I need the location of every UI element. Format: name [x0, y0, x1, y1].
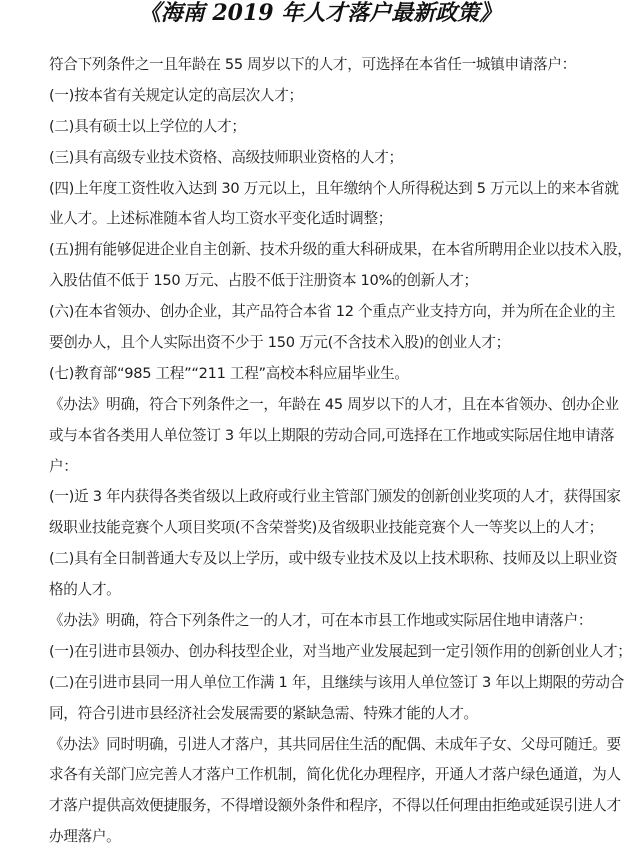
condition-item-7: (七)教育部“985 工程”“211 工程”高校本科应届毕业生。: [49, 364, 409, 382]
condition-item-4: (四)上年度工资性收入达到 30 万元以上，且年缴纳个人所得税达到 5 万元以上的来本省就: [49, 179, 619, 197]
section2-item-2-cont: 格的人才。: [49, 581, 121, 599]
closing-paragraph-cont: 办理落户。: [49, 828, 121, 846]
measures-paragraph-2-cont: 户：: [49, 457, 78, 475]
document-title: 《海南 2019 年人才落户最新政策》: [138, 0, 502, 26]
condition-item-4-cont: 业人才。上述标准随本省人均工资水平变化适时调整；: [49, 210, 393, 228]
measures-paragraph-2: 《办法》明确，符合下列条件之一，年龄在 45 周岁以下的人才，且在本省领办、创办企业: [49, 395, 619, 413]
intro-paragraph-line: 符合下列条件之一且年龄在 55 周岁以下的人才，可选择在本省任一城镇申请落户：: [49, 56, 576, 73]
closing-paragraph: 《办法》同时明确，引进人才落户，其共同居住生活的配偶、未成年子女、父母可随迁。要: [49, 735, 621, 753]
section2-item-1: (一)近 3 年内获得各类省级以上政府或行业主管部门颁发的创新创业奖项的人才，获得国家: [49, 488, 621, 506]
closing-paragraph-cont: 求各有关部门应完善人才落户工作机制，简化优化办理程序，开通人才落户绿色通道，为人: [49, 766, 621, 784]
section3-item-2-cont: 同，符合引进市县经济社会发展需要的紧缺急需、特殊才能的人才。: [49, 704, 478, 722]
condition-item-5-cont: 入股估值不低于 150 万元、占股不低于注册资本 10%的创新人才；: [49, 272, 478, 290]
section3-item-2: (二)在引进市县同一用人单位工作满 1 年，且继续与该用人单位签订 3 年以上期限的劳动合: [49, 673, 624, 691]
closing-paragraph-cont: 才落户提供高效便捷服务，不得增设额外条件和程序，不得以任何理由拒绝或延误引进人才: [49, 797, 621, 815]
measures-paragraph-3: 《办法》明确，符合下列条件之一的人才，可在本市县工作地或实际居住地申请落户：: [49, 612, 593, 630]
section2-item-2: (二)具有全日制普通大专及以上学历，或中级专业技术及以上技术职称、技师及以上职业资: [49, 550, 618, 568]
measures-paragraph-2-cont: 或与本省各类用人单位签订 3 年以上期限的劳动合同,可选择在工作地或实际居住地申请落: [49, 426, 615, 444]
section2-item-1-cont: 级职业技能竞赛个人项目奖项(不含荣誉奖)及省级职业技能竞赛个人一等奖以上的人才；: [49, 519, 603, 537]
condition-item-6-cont: 要创办人，且个人实际出资不少于 150 万元(不含技术入股)的创业人才；: [49, 334, 510, 352]
condition-item-5: (五)拥有能够促进企业自主创新、技术升级的重大科研成果，在本省所聘用企业以技术入股，: [49, 241, 632, 259]
condition-item-6: (六)在本省领办、创办企业，其产品符合本省 12 个重点产业支持方向，并为所在企业的主: [49, 303, 616, 321]
document-body: [49, 50, 632, 853]
condition-item-3: (三)具有高级专业技术资格、高级技师职业资格的人才；: [49, 148, 403, 166]
condition-item-2: (二)具有硕士以上学位的人才；: [49, 117, 246, 135]
section3-item-1: (一)在引进市县领办、创办科技型企业，对当地产业发展起到一定引领作用的创新创业人才；: [49, 642, 632, 660]
condition-item-1: (一)按本省有关规定认定的高层次人才；: [49, 86, 303, 104]
